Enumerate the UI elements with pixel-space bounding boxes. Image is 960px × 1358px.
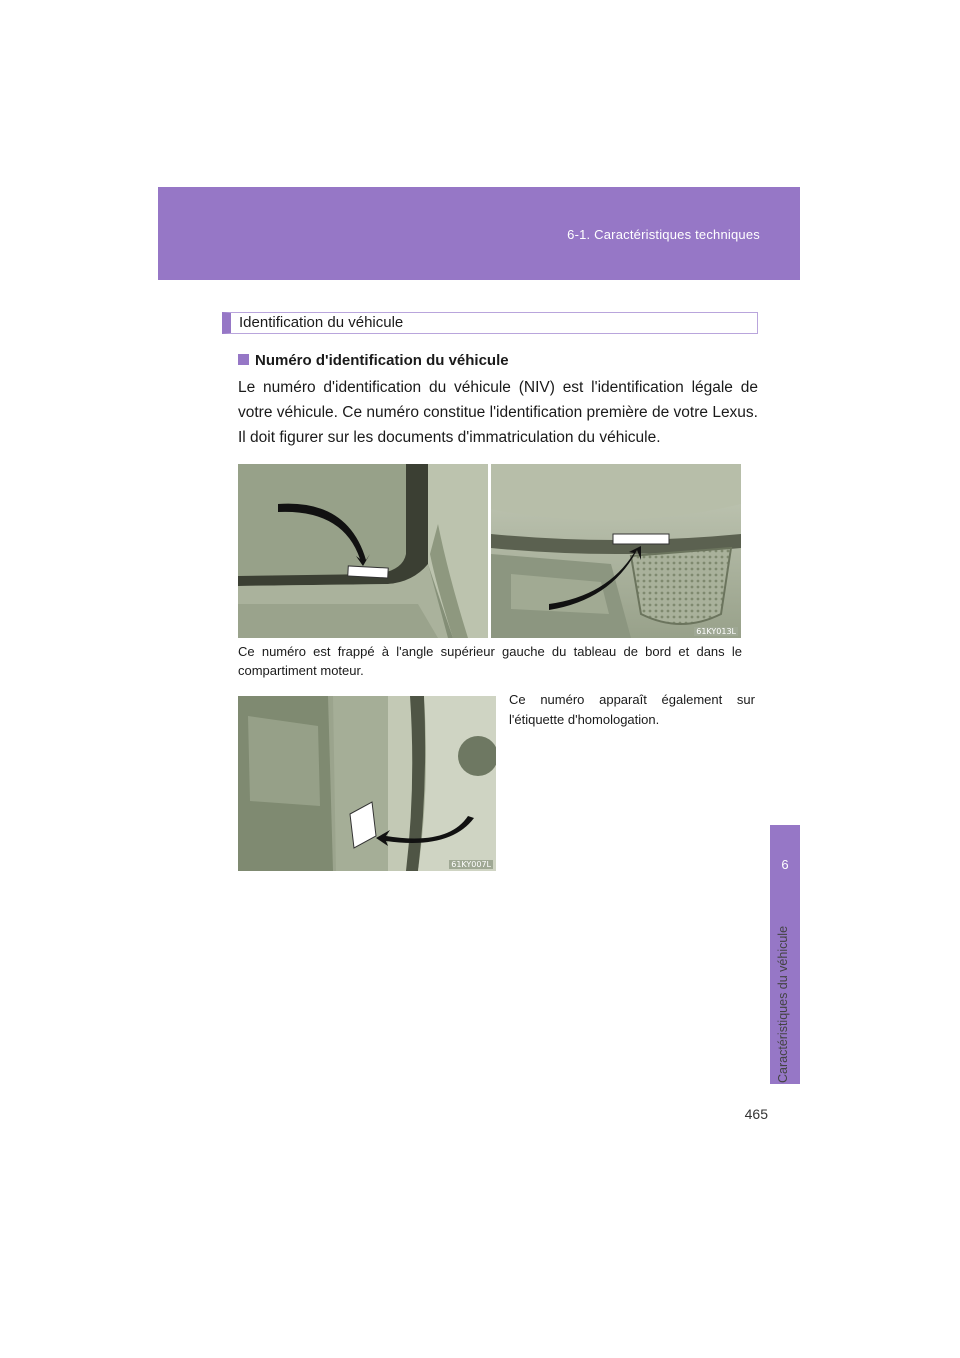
section-title: Identification du véhicule	[222, 312, 758, 334]
chapter-section-title: 6-1. Caractéristiques techniques	[567, 227, 760, 242]
engine-photo-code: 61KY013L	[696, 627, 736, 636]
door-label-photo	[238, 696, 496, 871]
chapter-header-band	[158, 187, 800, 280]
body-paragraph: Le numéro d'identification du véhicule (NIV) est l'identification légale de votre véhicule. Ce numéro constitue l'identification première de votre Lexus. Il doit figurer sur les documents d'immatriculation du véhicule.	[238, 379, 758, 446]
page-number: 465	[744, 1106, 768, 1122]
subsection-title: Numéro d'identification du véhicule	[255, 352, 509, 369]
certification-label-caption: Ce numéro apparaît également sur l'étiquette d'homologation.	[509, 692, 755, 727]
vin-location-caption: Ce numéro est frappé à l'angle supérieur gauche du tableau de bord et dans le compartiment moteur.	[238, 644, 742, 678]
purple-square-icon	[238, 354, 249, 365]
subsection-heading	[238, 352, 758, 369]
engine-compartment-vin-photo	[491, 464, 741, 638]
chapter-number: 6	[781, 857, 789, 872]
door-photo-code: 61KY007L	[451, 860, 491, 869]
dashboard-vin-photo	[238, 464, 488, 638]
chapter-side-label: Caractéristiques du véhicule	[776, 925, 790, 1083]
